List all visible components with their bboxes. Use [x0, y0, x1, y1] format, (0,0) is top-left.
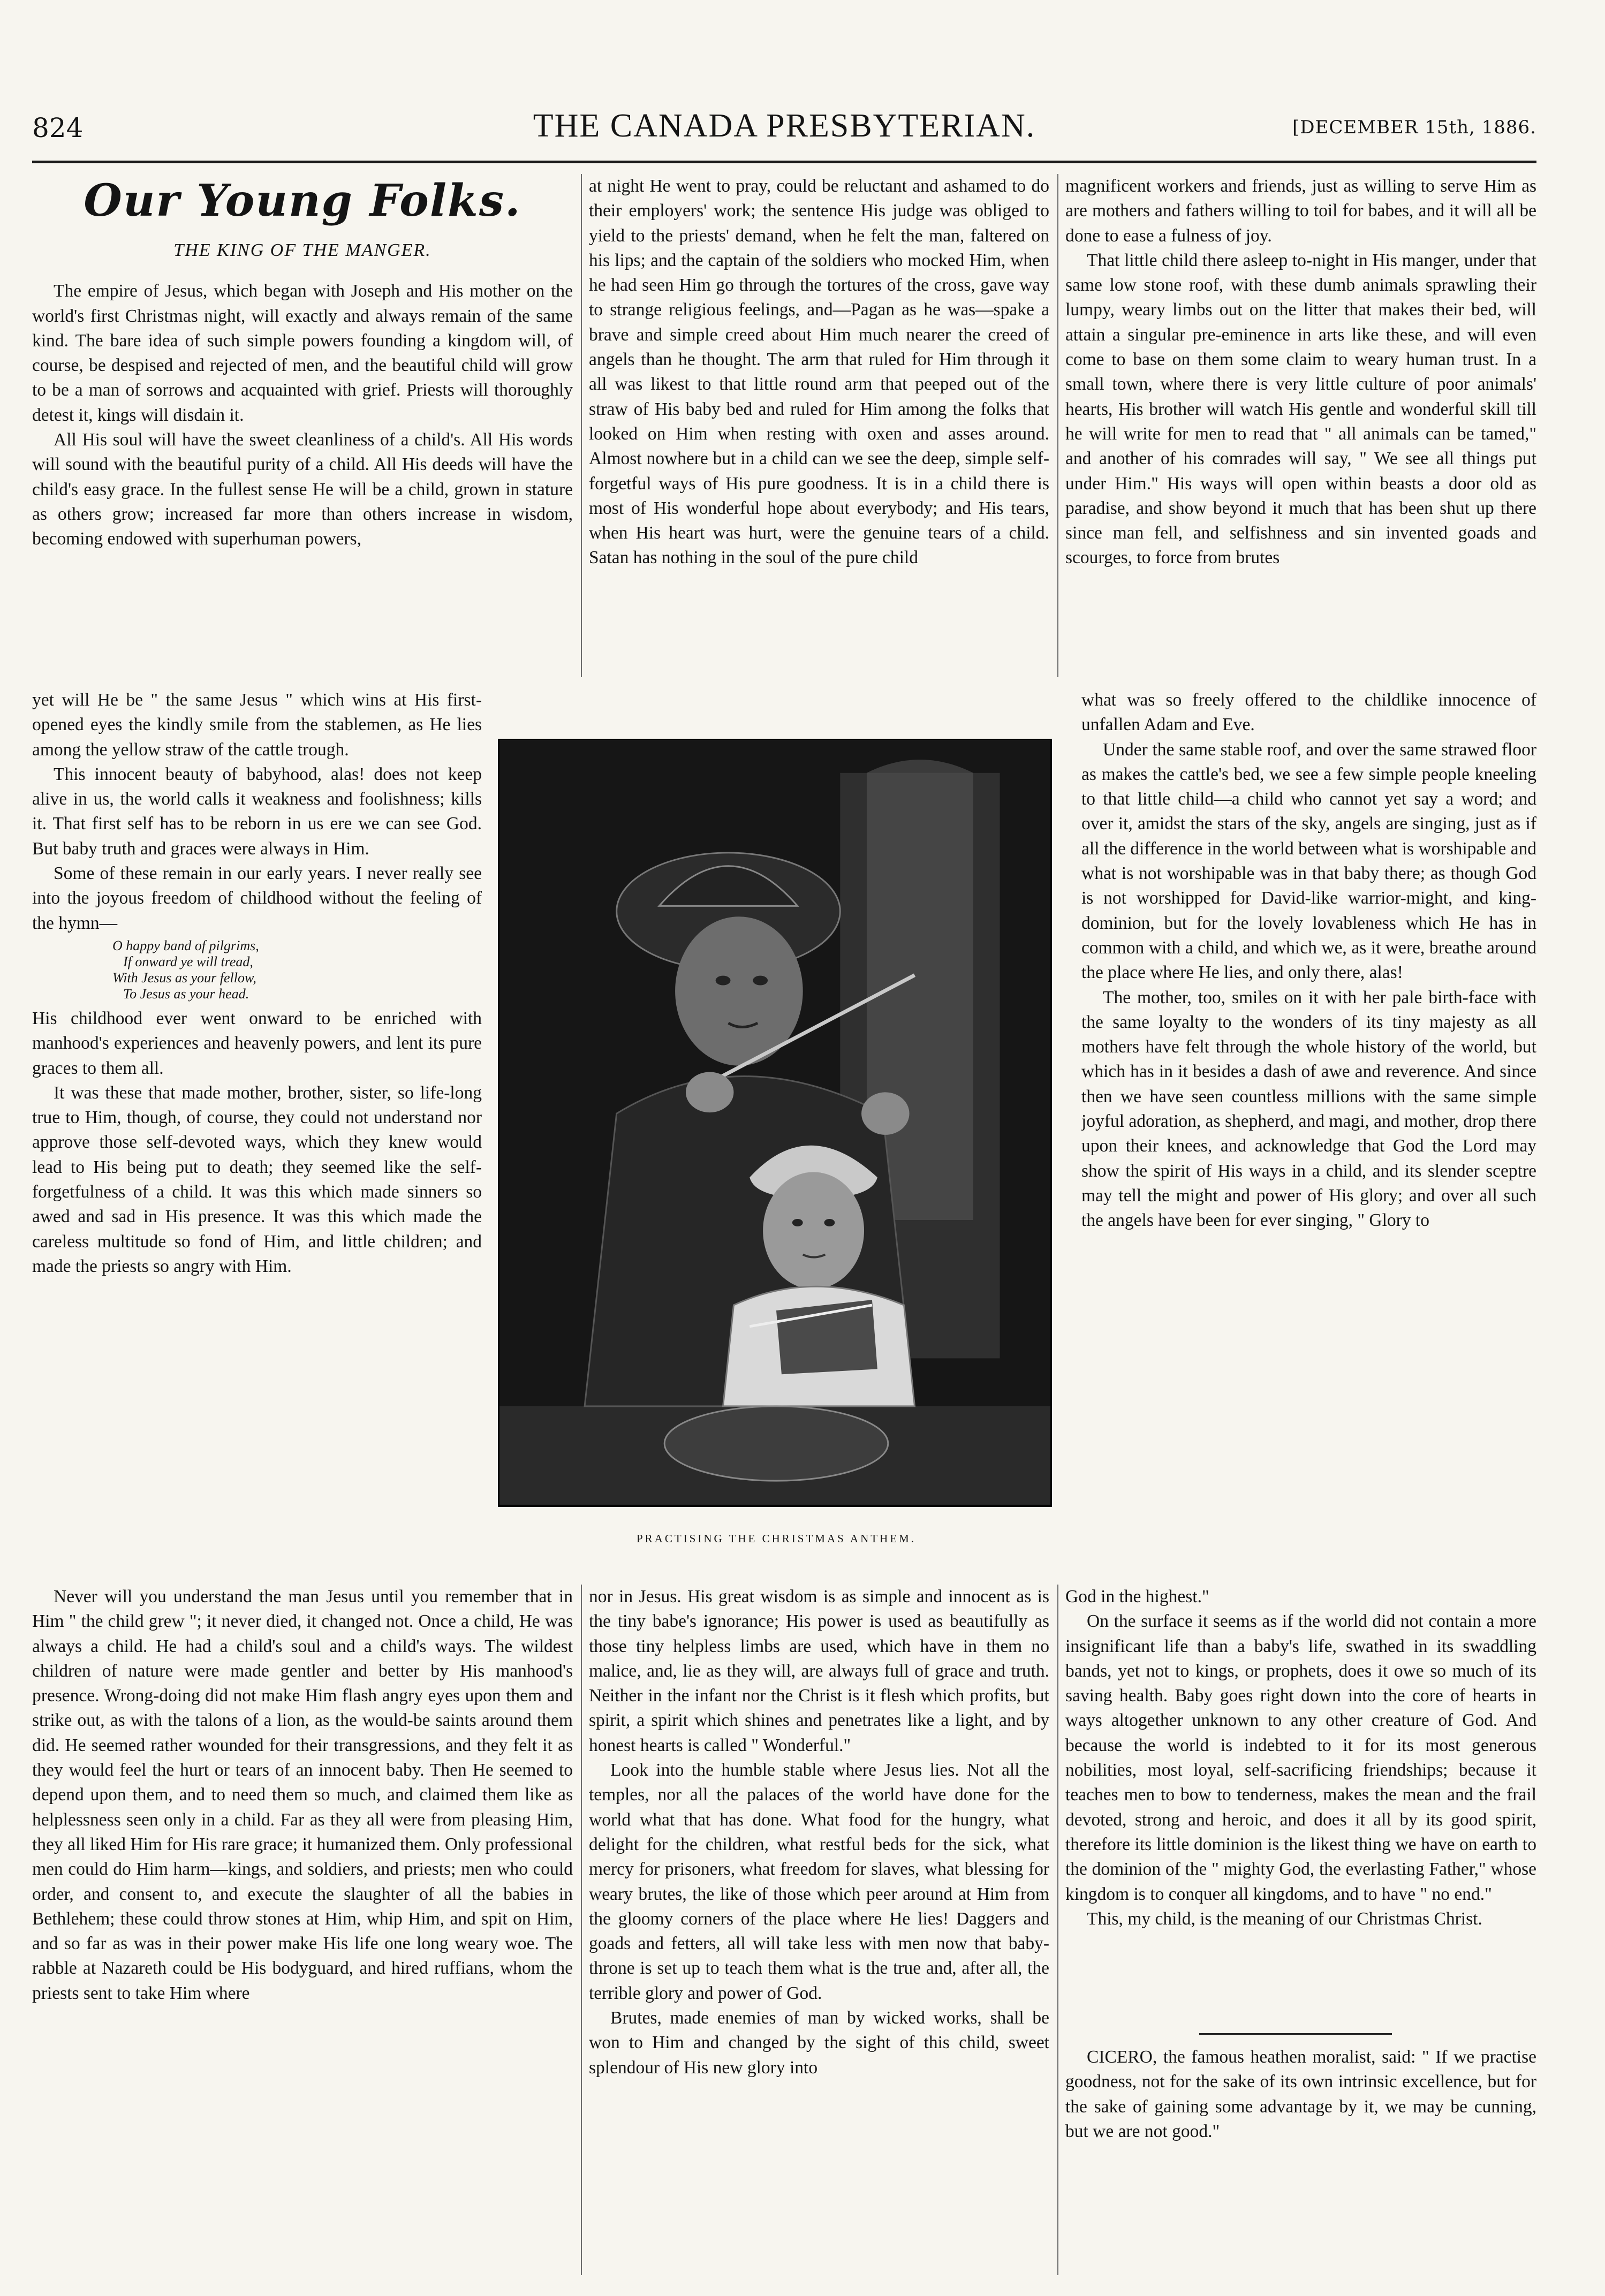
paragraph: Some of these remain in our early years. I never really see into the joyous freedom of childhood without the feeling of the hymn— — [32, 863, 482, 933]
paragraph: CICERO, the famous heathen moralist, said: " If we practise goodness, not for the sake of its own intrinsic excellence, but for the sake of gaining some advantage by it, we may be cunning, but we are not good." — [1065, 2047, 1536, 2141]
paragraph: magnificent workers and friends, just as willing to serve Him as are mothers and fathers willing to toil for babes, and it will all be done to ease a fulness of joy. — [1065, 176, 1536, 246]
paragraph: This innocent beauty of babyhood, alas! does not keep alive in us, the world calls it weakness and foolishness; kills it. That first self has to be reborn in us ere we can see God. But baby truth and graces were always in Him. — [32, 764, 482, 859]
poem-line: To Jesus as your head. — [123, 986, 249, 1002]
illustration-caption: PRACTISING THE CHRISTMAS ANTHEM. — [637, 1532, 916, 1545]
paragraph: what was so freely offered to the childlike innocence of unfallen Adam and Eve. — [1081, 690, 1536, 735]
paragraph: Brutes, made enemies of man by wicked works, shall be won to Him and changed by the sight of this child, sweet splendour of His new glory into — [589, 2008, 1049, 2078]
cicero-note — [1065, 2045, 1536, 2270]
column-divider — [1057, 174, 1058, 677]
masthead-title: THE CANADA PRESBYTERIAN. — [533, 108, 1036, 144]
paragraph: Under the same stable roof, and over the same strawed floor as makes the cattle's bed, we see a few simple people kneeling to that little child—a child who cannot yet say a word; and over it, amidst the stars of the sky, angels are singing, just as if all the difference in the world between what is worshipable and what is not worshipable was in that baby there; as though God is not worshipped for David-like warrior-might, and king-dominion, but for the lovely lovableness which He has in common with a child, and which we, as it were, breathe around the place where He lies, and only there, alas! — [1081, 739, 1536, 983]
paragraph: The empire of Jesus, which began with Joseph and His mother on the world's first Christmas night, will exactly and always remain of the same kind. The bare idea of such simple powers founding a kingdom will, of course, be despised and rejected of men, and the beautiful child will grow to be a man of sorrows and acquainted with grief. Priests will thoroughly detest it, kings will disdain it. — [32, 281, 573, 425]
column-divider — [1057, 1585, 1058, 2275]
paragraph: It was these that made mother, brother, sister, so life-long true to Him, though, of course, they could not understand nor approve those self-devoted ways, which they knew would lead to His being put to death; they seemed like the self-forgetfulness of a child. It was this which made sinners so awed and sad in His presence. It was this which made the careless multitude so fond of Him, and little children; and made the priests so angry with Him. — [32, 1082, 482, 1276]
section-divider — [1199, 2033, 1392, 2035]
paragraph: All His soul will have the sweet cleanliness of a child's. All His words will sound with the beautiful purity of a child. All His deeds will have the child's easy grace. In the fullest sense He will be a child, grown in stature as others grow; increased far more than others increase in wisdom, becoming endowed with superhuman powers, — [32, 430, 573, 549]
department-title: Our Young Folks. — [84, 175, 521, 226]
engraving-illustration — [498, 739, 1052, 1507]
paragraph: yet will He be " the same Jesus " which wins at His first-opened eyes the kindly smile from the stablemen, as He lies among the yellow straw of the cattle trough. — [32, 690, 482, 760]
column-divider — [581, 174, 582, 677]
column-3-top — [1065, 174, 1536, 685]
hymn-quote — [112, 938, 482, 1002]
paragraph: nor in Jesus. His great wisdom is as simple and innocent as is the tiny babe's ignorance; His power is used as beautifully as those tiny helpless limbs are used, which have in them no malice, and, lie as they will, are always full of grace and truth. Neither in the infant nor the Christ is it flesh which profits, but spirit, a spirit which shines and penetrates like a light, and by honest hearts is called " Wonderful." — [589, 1587, 1049, 1755]
column-divider — [581, 1585, 582, 2275]
column-3-bottom — [1065, 1585, 1536, 2029]
engraving-image — [498, 739, 1052, 1507]
paragraph: God in the highest." — [1065, 1587, 1209, 1607]
paragraph: On the surface it seems as if the world did not contain a more insignificant life than a baby's life, swathed in its swaddling bands, yet not to kings, or prophets, does it owe so much of its saving health. Baby goes right down into the core of hearts in ways altogether unknown to any other creature of God. And because the world is indebted to it for its most generous nobilities, most loyal, self-sacrificing friendships; because it teaches men to bow to tenderness, makes the mean and the frail devoted, strong and heroic, and does it all by its good spirit, therefore its little dominion is the likest thing we have on earth to the dominion of the " mighty God, the everlasting Father," whose kingdom is to conquer all kingdoms, and to have " no end." — [1065, 1611, 1536, 1904]
column-2-bottom — [589, 1585, 1049, 2275]
column-1-narrow — [32, 688, 482, 1579]
paragraph: The mother, too, smiles on it with her pale birth-face with the same loyalty to the wonders of its tiny majesty as all mothers have felt through the whole history of the world, but which has in it besides a dash of awe and reverence. And since then we have seen countless millions with the same simple joyful adoration, as shepherd, and magi, and mother, drop there upon their knees, and acknowledge that God the Lord may show the spirit of His ways in a child, and its slender sceptre may tell the might and power of His glory; and over all such the angels have been for ever singing, " Glory to — [1081, 987, 1536, 1231]
paragraph: This, my child, is the meaning of our Christmas Christ. — [1087, 1908, 1482, 1929]
column-2-top — [589, 174, 1049, 683]
poem-line: With Jesus as your fellow, — [112, 969, 256, 986]
page-number: 824 — [32, 112, 84, 143]
story-title: THE KING OF THE MANGER. — [173, 240, 431, 260]
paragraph: at night He went to pray, could be reluctant and ashamed to do their employers' work; the sentence His judge was obliged to yield to the priests' demand, when he felt the man, faltered on his lips; and the captain of the soldiers who mocked Him, when he had seen Him go through the tortures of the cross, gave way to strange religious feelings, and—Pagan as he was—spake a brave and simple creed about Him much nearer the creed of angels than he thought. The arm that ruled for Him through it all was likest to that little round arm that peeped out of the straw of His baby bed and ruled for Him among the folks that looked on Him when resting with oxen and asses around. Almost nowhere but in a child can we see the deep, simple self-forgetful ways of His pure goodness. It is in a child there is most of His wonderful hope about everybody; and His tears, when His heart was hurt, were the genuine tears of a child. Satan has nothing in the soul of the pure child — [589, 176, 1049, 568]
paragraph: His childhood ever went onward to be enriched with manhood's experiences and heavenly powers, and lent its pure graces to them all. — [32, 1008, 482, 1078]
poem-line: O happy band of pilgrims, — [112, 937, 259, 953]
page-header — [32, 107, 1536, 158]
column-1-bottom — [32, 1585, 573, 2275]
column-1-top — [32, 174, 573, 683]
column-3-narrow — [1081, 688, 1536, 1579]
issue-date: [DECEMBER 15th, 1886. — [1292, 117, 1536, 138]
paragraph: Look into the humble stable where Jesus lies. Not all the temples, nor all the palaces of the world have done for the world what that has done. What food for the hungry, what delight for the children, what restful beds for the sick, what mercy for prisoners, what freedom for slaves, what blessing for weary brutes, the like of those which peer around at Him from the gloomy corners of the place where He lies! Daggers and goads and fetters, all will take less with men now that baby-throne is set up to teach them what is the true and, after all, the terrible glory and power of God. — [589, 1760, 1049, 2003]
poem-line: If onward ye will tread, — [123, 953, 253, 969]
paragraph: That little child there asleep to-night in His manger, under that same low stone roof, with these dumb animals sprawling their lumpy, weary limbs out on the litter that makes their bed, will attain a singular pre-eminence in arts like these, and will even come to base on them some claim to weary human trust. In a small town, where there is very little culture of poor animals' hearts, His brother will watch His gentle and wonderful skill till he will write for men to read that " all animals can be tamed," and another of his comrades will say, " We see all things put under Him." His ways will open within beasts a door old as paradise, and show beyond it much that has been shut up there since man fell, and selfishness and sin invented goads and scourges, to force from brutes — [1065, 250, 1536, 568]
header-rule — [32, 161, 1536, 163]
paragraph: Never will you understand the man Jesus until you remember that in Him " the child grew "; it never died, it changed not. Once a child, He was always a child. He had a child's soul and a child's ways. The wildest children of nature were made gentler and better by His manhood's presence. Wrong-doing did not make Him flash angry eyes upon them and strike out, as with the talons of a lion, as the would-be saints around them did. He seemed rather wounded for their transgressions, and they felt it as they would feel the hurt or tears of an innocent baby. Then He seemed to depend upon them, and to need them so much, and claimed them like as helplessness seen only in a child. Far as they all were from pleasing Him, they all liked Him for His rare grace; it humanized them. Only professional men could do Him harm—kings, and soldiers, and priests; men who could order, and consent to, and execute the slaughter of all the babies in Bethlehem; these could throw stones at Him, whip Him, and spit on Him, and so far as was in their power make His life one long weary woe. The rabble at Nazareth could be His bodyguard, and hired ruffians, whom the priests sent to take Him where — [32, 1587, 573, 2003]
